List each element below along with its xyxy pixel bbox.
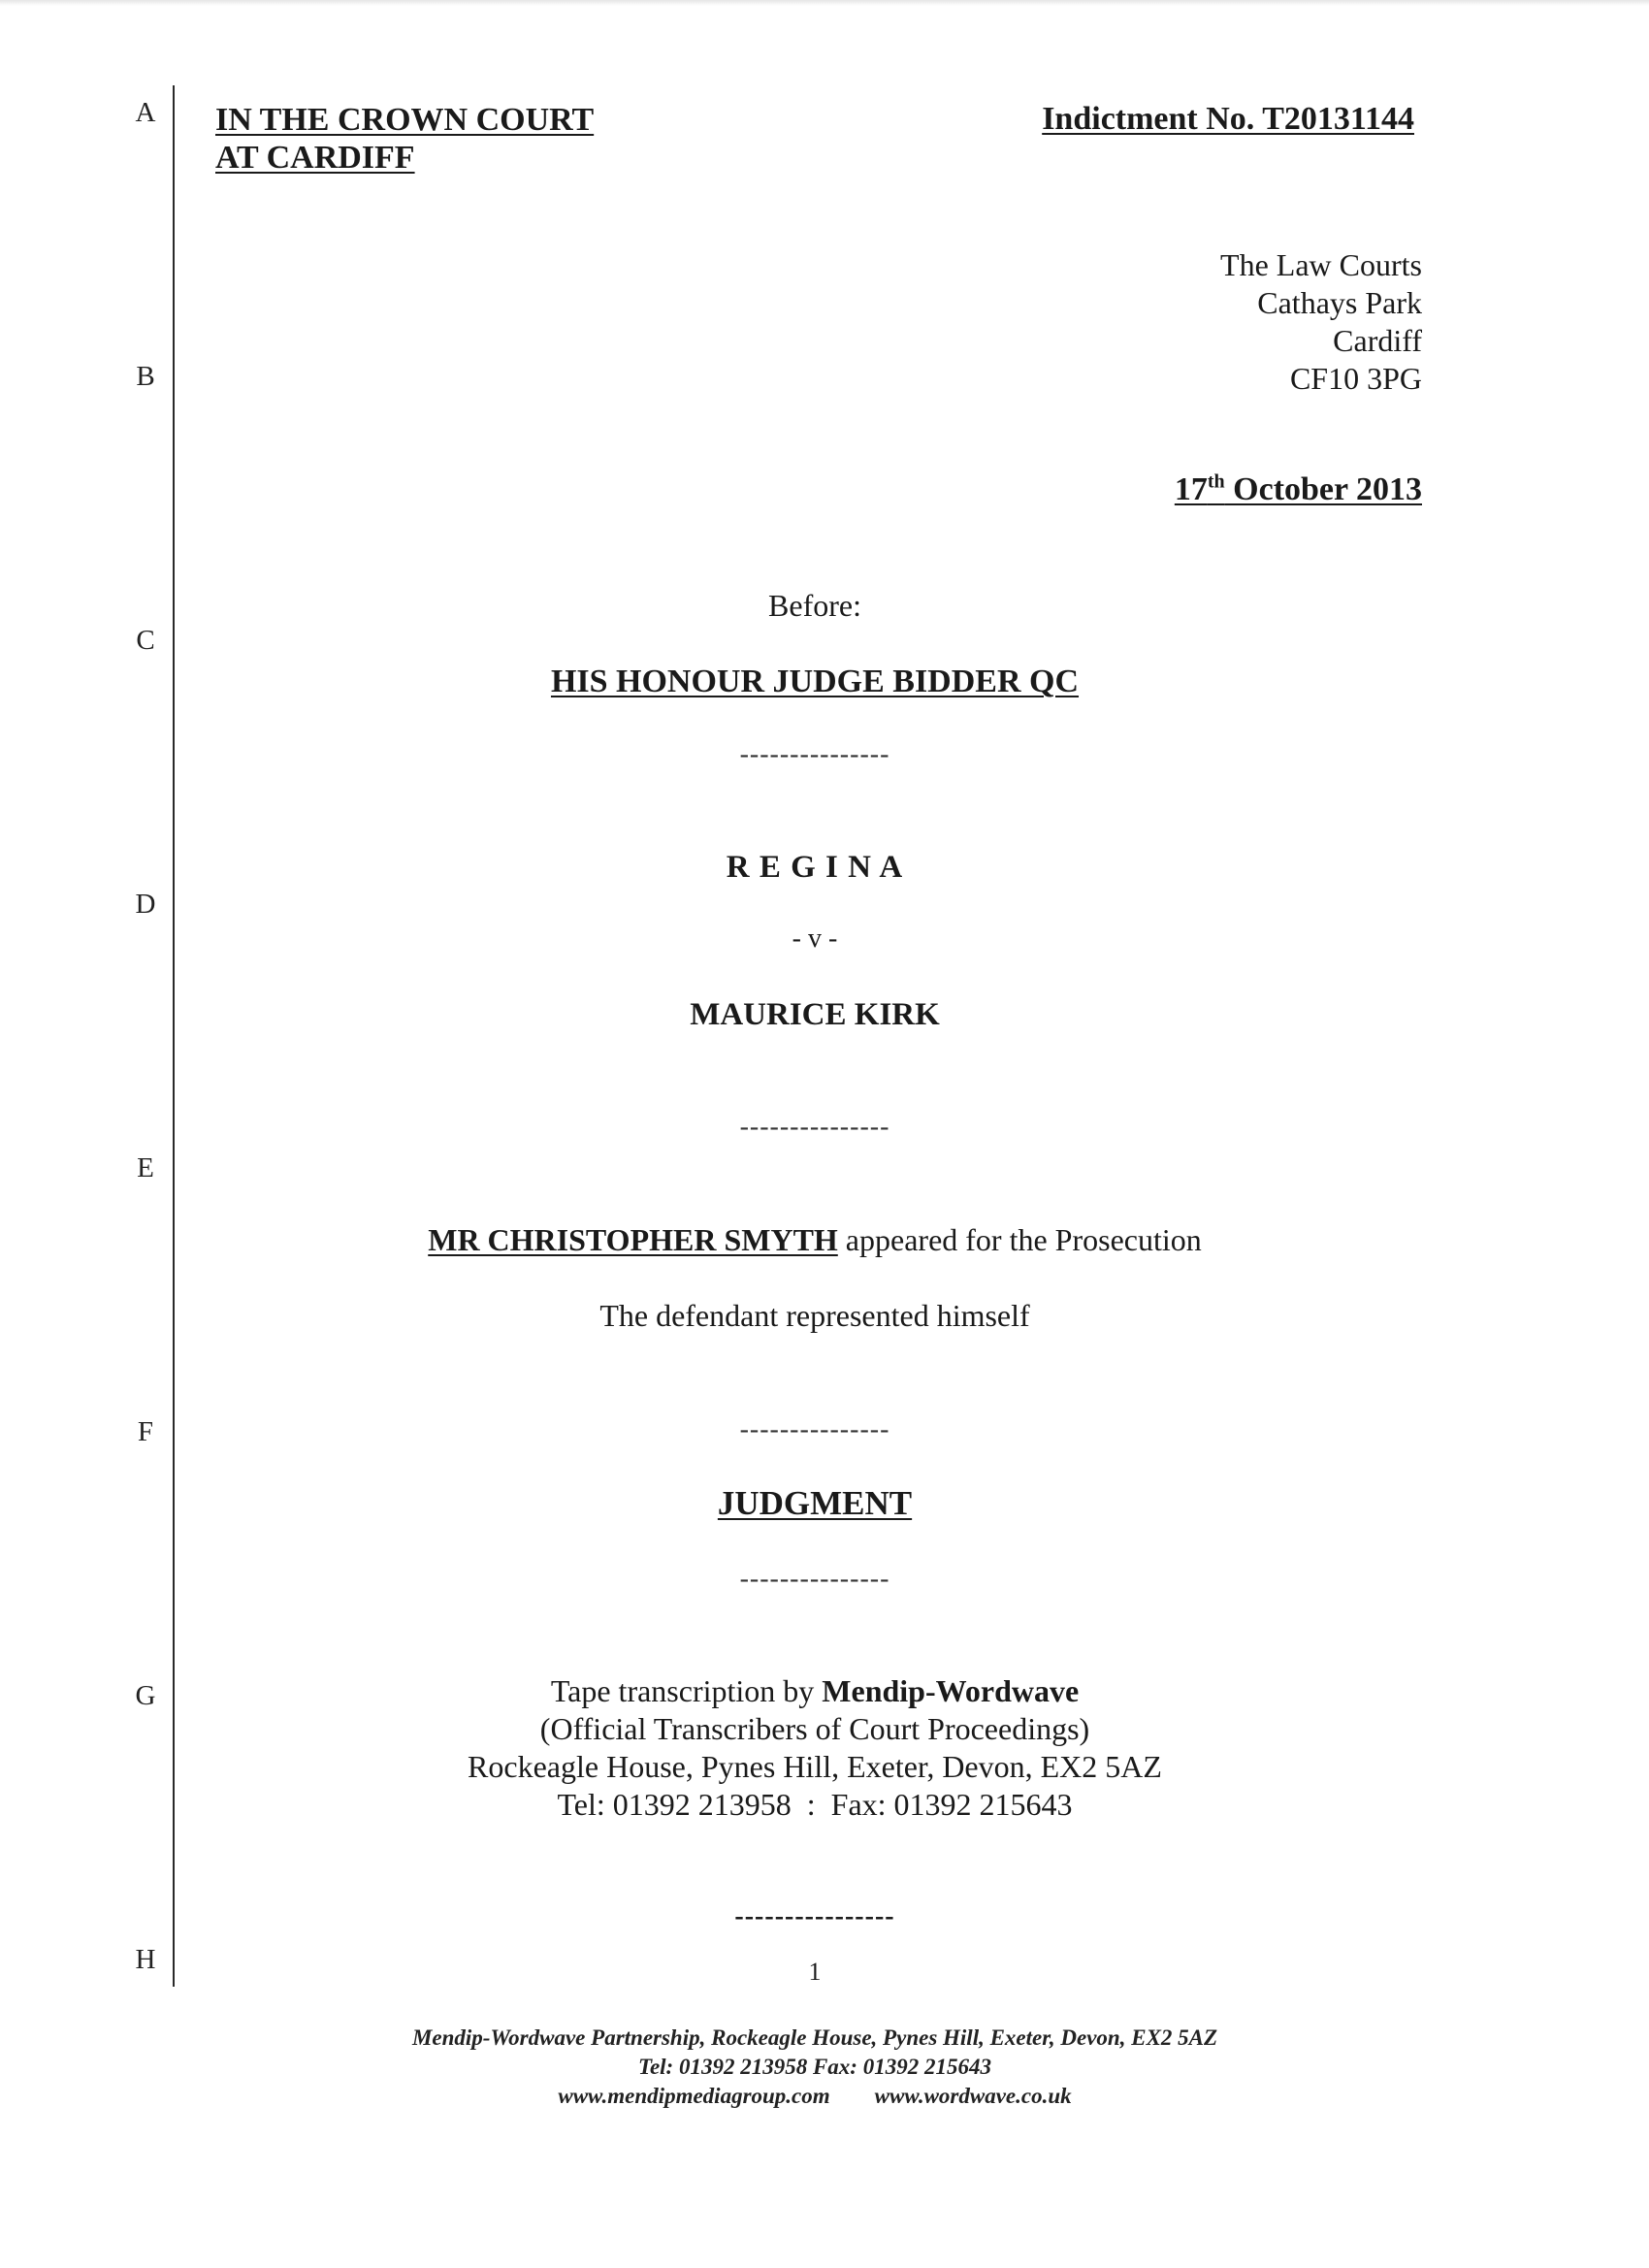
margin-letter-b: B (136, 361, 155, 392)
date-day: 17 (1174, 471, 1208, 508)
margin-letter-a: A (135, 97, 156, 128)
address-line-1: The Law Courts (1220, 247, 1422, 282)
hearing-date (970, 471, 1422, 508)
transcription-line-4: Tel: 01392 213958 : Fax: 01392 215643 (557, 1787, 1073, 1822)
address-line-3: Cardiff (1333, 323, 1422, 358)
separator-3: --------------- (739, 1414, 890, 1444)
document-type-text: JUDGMENT (717, 1484, 913, 1522)
footer-line-2: Tel: 01392 213958 Fax: 01392 215643 (638, 2055, 991, 2079)
footer-websites (223, 2082, 1406, 2111)
indictment-number: Indictment No. T20131144 (1042, 101, 1414, 137)
separator-final: ---------------- (734, 1901, 895, 1931)
margin-rule (173, 85, 175, 1987)
address-line-4: CF10 3PG (1289, 361, 1422, 396)
separator-2: --------------- (739, 1112, 890, 1142)
date-text (1175, 471, 1422, 507)
date-suffix: th (1207, 471, 1225, 493)
footer-line-1: Mendip-Wordwave Partnership, Rockeagle House, Pynes Hill, Exeter, Devon, EX2 5AZ (411, 2025, 1218, 2050)
transcription-block (223, 1672, 1406, 1824)
separator-1: --------------- (739, 739, 890, 769)
document-type (223, 1484, 1406, 1523)
court-location: AT CARDIFF (215, 140, 415, 176)
before-label: Before: (768, 588, 861, 623)
address-line-2: Cathays Park (1257, 285, 1422, 320)
defendant-note: The defendant represented himself (599, 1298, 1030, 1333)
judge-name-text: HIS HONOUR JUDGE BIDDER QC (550, 664, 1080, 699)
margin-letter-h: H (135, 1944, 156, 1975)
date-month-year: October 2013 (1224, 471, 1422, 508)
transcription-line-3: Rockeagle House, Pynes Hill, Exeter, Devon, EX2 5AZ (468, 1749, 1162, 1784)
transcription-company: Mendip-Wordwave (822, 1673, 1080, 1708)
judge-name (223, 664, 1406, 700)
court-name: IN THE CROWN COURT (215, 102, 595, 138)
margin-letter-e: E (137, 1152, 154, 1183)
transcription-prefix: Tape transcription by (550, 1673, 823, 1708)
prosecution-appearance (223, 1222, 1406, 1258)
transcription-line-1 (223, 1672, 1406, 1710)
footer-website-1[interactable]: www.mendipmediagroup.com (558, 2084, 830, 2108)
prosecution-role: appeared for the Prosecution (837, 1222, 1202, 1257)
case-defendant: MAURICE KIRK (690, 997, 940, 1032)
court-heading (215, 101, 594, 177)
case-prosecution: R E G I N A (726, 850, 904, 885)
margin-letter-c: C (136, 625, 155, 656)
margin-letter-d: D (135, 889, 156, 920)
transcription-line-2: (Official Transcribers of Court Proceedings) (539, 1711, 1090, 1746)
footer (223, 2024, 1406, 2111)
prosecution-counsel: MR CHRISTOPHER SMYTH (428, 1222, 838, 1257)
page-number: 1 (808, 1958, 822, 1986)
case-versus: - v - (792, 923, 838, 954)
footer-website-2[interactable]: www.wordwave.co.uk (874, 2084, 1072, 2108)
margin-letter-f: F (137, 1416, 154, 1447)
court-address (970, 246, 1422, 398)
margin-letter-g: G (135, 1680, 156, 1711)
page-edge (0, 0, 1649, 6)
separator-4: --------------- (739, 1564, 890, 1594)
